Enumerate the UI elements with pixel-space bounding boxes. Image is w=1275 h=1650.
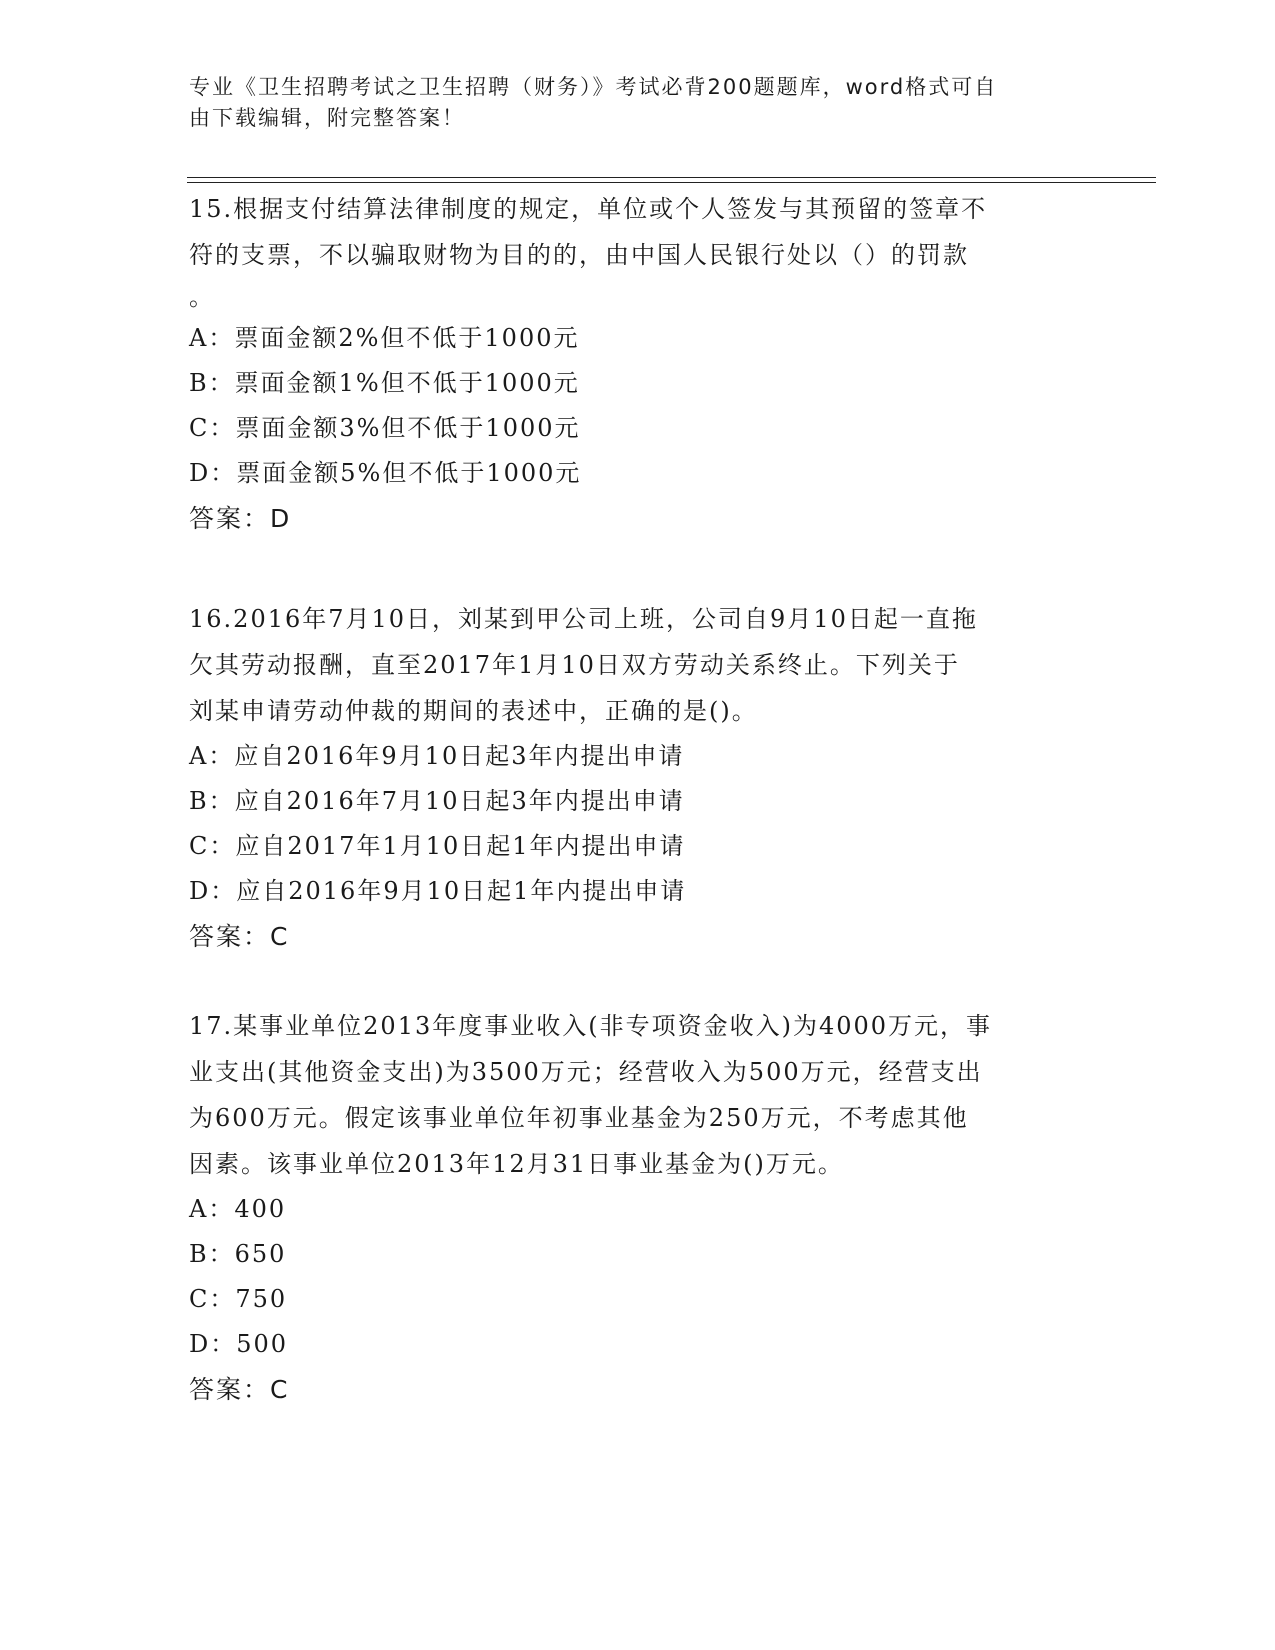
option-b: B：650 <box>189 1240 287 1268</box>
question-16 <box>189 596 1089 960</box>
answer-label: 答案：D <box>189 504 292 533</box>
option-c: C：750 <box>189 1285 288 1313</box>
answer-label: 答案：C <box>189 922 290 951</box>
question-stem-line: 因素。该事业单位2013年12月31日事业基金为()万元。 <box>189 1150 844 1178</box>
header-divider-top <box>187 177 1156 178</box>
question-stem-line: 欠其劳动报酬，直至2017年1月10日双方劳动关系终止。下列关于 <box>189 651 960 679</box>
option-a: A：400 <box>189 1195 287 1223</box>
option-c: C：票面金额3%但不低于1000元 <box>189 414 581 442</box>
question-stem-line: 符的支票，不以骗取财物为目的的，由中国人民银行处以（）的罚款 <box>189 241 969 269</box>
intro-line: 由下载编辑，附完整答案！ <box>189 106 465 130</box>
question-stem-line: 17.某事业单位2013年度事业收入(非专项资金收入)为4000万元，事 <box>189 1012 993 1040</box>
question-15 <box>189 186 1089 542</box>
question-stem-line: 16.2016年7月10日，刘某到甲公司上班，公司自9月10日起一直拖 <box>189 605 978 633</box>
intro-line: 专业《卫生招聘考试之卫生招聘（财务）》考试必背200题题库，word格式可自 <box>189 75 998 99</box>
question-stem-line: 15.根据支付结算法律制度的规定，单位或个人签发与其预留的签章不 <box>189 195 988 223</box>
header-divider-bottom <box>187 182 1156 183</box>
option-d: D：票面金额5%但不低于1000元 <box>189 459 582 487</box>
question-stem-line: 为600万元。假定该事业单位年初事业基金为250万元，不考虑其他 <box>189 1104 969 1132</box>
option-c: C：应自2017年1月10日起1年内提出申请 <box>189 832 686 860</box>
option-b: B：应自2016年7月10日起3年内提出申请 <box>189 787 685 815</box>
question-17 <box>189 1003 1089 1413</box>
option-b: B：票面金额1%但不低于1000元 <box>189 369 580 397</box>
question-stem-line: 。 <box>189 283 215 311</box>
option-d: D：500 <box>189 1330 289 1358</box>
question-stem-line: 业支出(其他资金支出)为3500万元；经营收入为500万元，经营支出 <box>189 1058 983 1086</box>
option-a: A：票面金额2%但不低于1000元 <box>189 324 580 352</box>
option-d: D：应自2016年9月10日起1年内提出申请 <box>189 877 687 905</box>
question-stem-line: 刘某申请劳动仲裁的期间的表述中，正确的是()。 <box>189 697 758 725</box>
document-intro <box>189 72 1069 134</box>
option-a: A：应自2016年9月10日起3年内提出申请 <box>189 742 685 770</box>
answer-label: 答案：C <box>189 1375 290 1404</box>
